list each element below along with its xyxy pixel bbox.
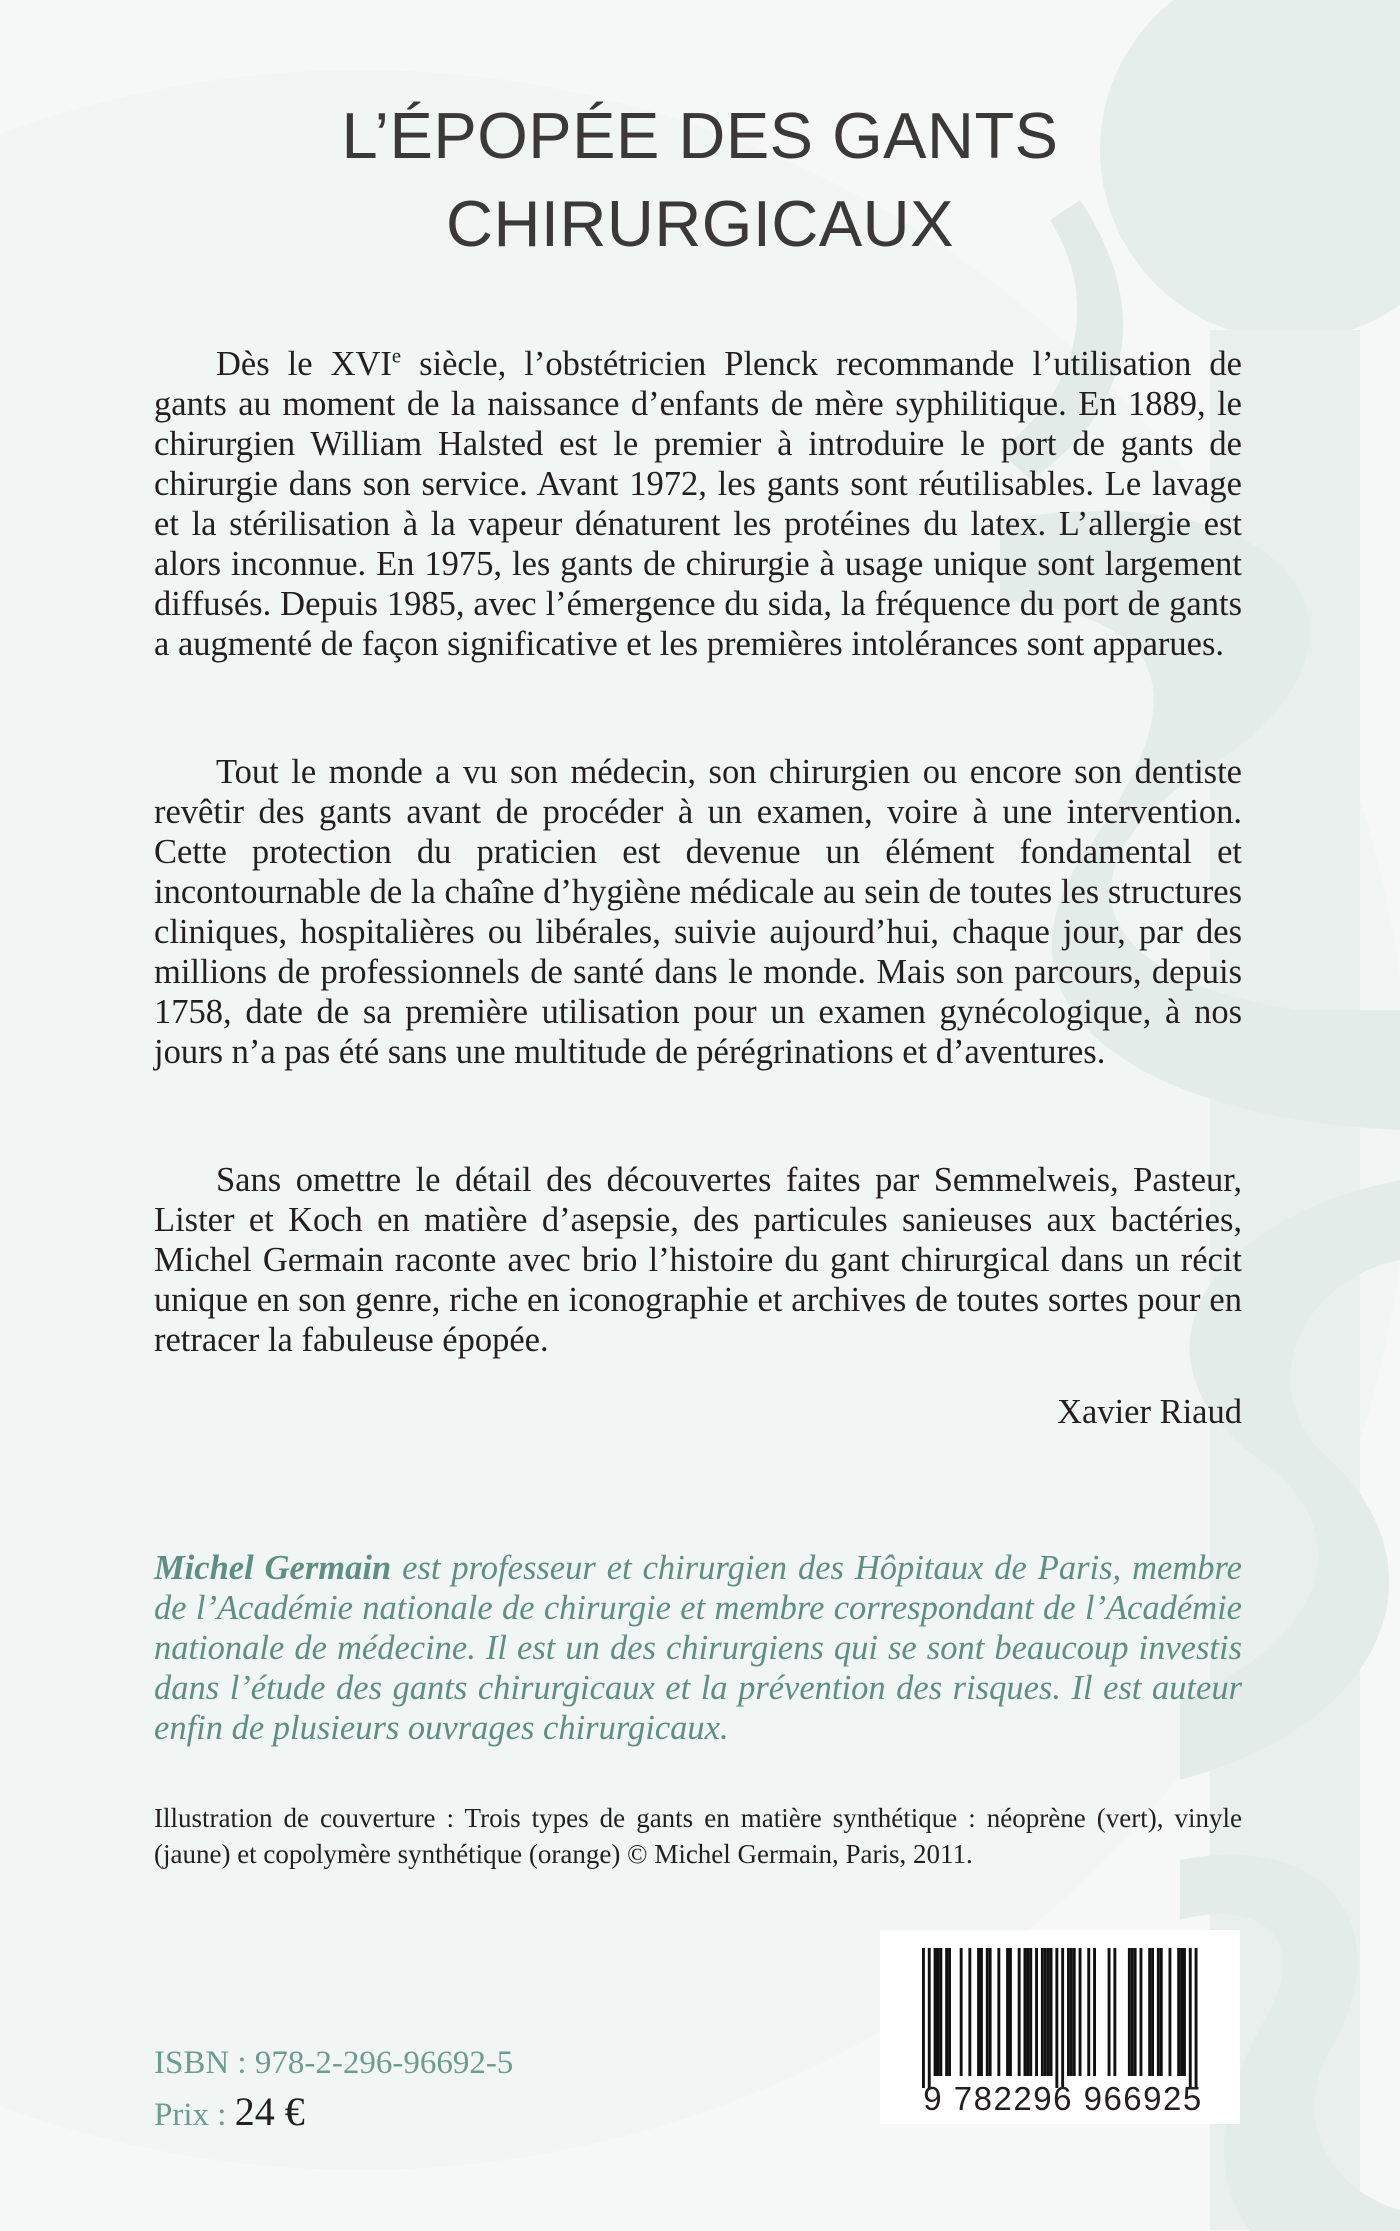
book-title — [0, 92, 1400, 268]
barcode-bar — [968, 1948, 971, 2076]
barcode-bar — [939, 1948, 942, 2076]
barcode-bar — [1134, 1948, 1137, 2076]
barcode-bar — [1113, 1948, 1116, 2076]
barcode-bar — [977, 1948, 980, 2076]
barcode-bar — [1189, 1948, 1192, 2088]
barcode-bar — [1160, 1948, 1163, 2076]
barcode-digits: 9 782296 966925 — [923, 2080, 1203, 2117]
barcode-bar — [1026, 1948, 1029, 2076]
barcode-bar — [1169, 1948, 1172, 2076]
barcode-bar — [948, 1948, 951, 2076]
paragraph-practice: Tout le monde a vu son médecin, son chirurgien ou encore son dentiste revêtir des gants avant de procéder à un examen, voire à une intervention. Cette protection du praticien est devenue un élément fondamental et incontournable de la chaîne d’hygiène médicale au sein de toutes les structures cliniques, hospitalières ou libérales, suivie aujourd’hui, chaque jour, par des millions de professionnels de santé dans le monde. Mais son parcours, depuis 1758, date de sa première utilisation pour un examen gynécologique, à nos jours n’a pas été sans une multitude de pérégrinations et d’aventures. — [154, 753, 1242, 1071]
barcode-bar — [1061, 1948, 1064, 2088]
paragraph-history-start: Dès le XVI — [216, 345, 392, 383]
author-name: Michel Germain — [154, 1549, 392, 1587]
barcode-bar — [1180, 1948, 1183, 2076]
book-title-line1: L’ÉPOPÉE DES GANTS — [341, 99, 1059, 172]
barcode-bar — [1006, 1948, 1009, 2076]
barcode-bar — [980, 1948, 983, 2076]
barcode-bar — [1055, 1948, 1058, 2088]
barcode-bar — [1148, 1948, 1151, 2076]
barcode-bar — [1041, 1948, 1044, 2076]
barcode-bar — [1073, 1948, 1076, 2076]
barcode-bar — [1140, 1948, 1143, 2076]
author-bio-text: est professeur et chirurgien des Hôpitaux de Paris, membre de l’Académie nationale de chirurgie et membre correspondant de l’Académie nationale de médecine. Il est un des chirurgiens qui se sont beaucoup investis dans l’étude des gants chirurgicaux et la prévention des risques. Il est auteur enfin de plusieurs ouvrages chirurgicaux. — [154, 1549, 1242, 1747]
barcode-bar — [1024, 1948, 1027, 2076]
barcode-bar — [1070, 1948, 1073, 2076]
paragraph-summary: Sans omettre le détail des découvertes faites par Semmelweis, Pasteur, Lister et Koch en matière d’asepsie, des particules sanieuses aux bactéries, Michel Germain raconte avec brio l’histoire du gant chirurgical dans un récit unique en son genre, riche en iconographie et archives de toutes sortes pour en retracer la fabuleuse épopée. — [154, 1161, 1242, 1359]
barcode-bar — [1035, 1948, 1038, 2076]
barcode-bar — [986, 1948, 989, 2076]
barcode-bar — [960, 1948, 963, 2076]
barcode-bar — [1108, 1948, 1111, 2076]
barcode-bar — [1157, 1948, 1160, 2076]
cover-illustration-credit: Illustration de couverture : Trois types de gants en matière synthétique : néoprène (vert), vinyle (jaune) et copolymère synthétique (orange) © Michel Germain, Paris, 2011. — [154, 1803, 1242, 1869]
barcode-bar — [1018, 1948, 1021, 2076]
barcode-bar — [1079, 1948, 1082, 2076]
barcode-bar — [945, 1948, 948, 2076]
barcode-bar — [1177, 1948, 1180, 2076]
barcode-bar — [989, 1948, 992, 2076]
century-superscript: e — [391, 345, 402, 368]
paragraph-history-rest: siècle, l’obstétricien Plenck recommande l’utilisation de gants au moment de la naissance d’enfants de mère syphilitique. En 1889, le chirurgien William Halsted est le premier à introduire le port de gants de chirurgie dans son service. Avant 1972, les gants sont réutilisables. Le lavage et la stérilisation à la vapeur dénaturent les protéines du latex. L’allergie est alors inconnue. En 1975, les gants de chirurgie à usage unique sont largement diffusés. Depuis 1985, avec l’émergence du sida, la fréquence du port de gants a augmenté de façon significative et les premières intolérances sont apparues. — [154, 345, 1242, 663]
barcode-bar — [1195, 1948, 1198, 2088]
author-bio — [154, 1548, 1242, 1748]
barcode-bar — [997, 1948, 1000, 2076]
barcode-bar — [928, 1948, 931, 2088]
barcode-bar — [1067, 1948, 1070, 2076]
barcode-bar — [1044, 1948, 1047, 2076]
price-label: Prix : — [154, 2097, 235, 2133]
barcode-bar — [1087, 1948, 1090, 2076]
barcode-bar — [937, 1948, 940, 2076]
barcode-bar — [934, 1948, 937, 2076]
barcode-bar — [1047, 1948, 1050, 2076]
price-amount: 24 € — [234, 2089, 305, 2134]
paragraph-history — [154, 344, 1242, 664]
book-title-line2: CHIRURGICAUX — [446, 187, 954, 260]
barcode-bar — [1093, 1948, 1096, 2076]
barcode-bar — [922, 1948, 925, 2088]
barcode-bar — [1128, 1948, 1131, 2076]
barcode-bar — [1050, 1948, 1053, 2076]
barcode — [880, 1930, 1240, 2124]
preface-signature: Xavier Riaud — [1057, 1393, 1242, 1431]
isbn: ISBN : 978-2-296-96692-5 — [154, 2045, 514, 2081]
barcode-bar — [1183, 1948, 1186, 2076]
barcode-bar — [1131, 1948, 1134, 2076]
barcode-bar — [1029, 1948, 1032, 2076]
barcode-bar — [1151, 1948, 1154, 2076]
barcode-bar — [1009, 1948, 1012, 2076]
price — [154, 2088, 305, 2135]
